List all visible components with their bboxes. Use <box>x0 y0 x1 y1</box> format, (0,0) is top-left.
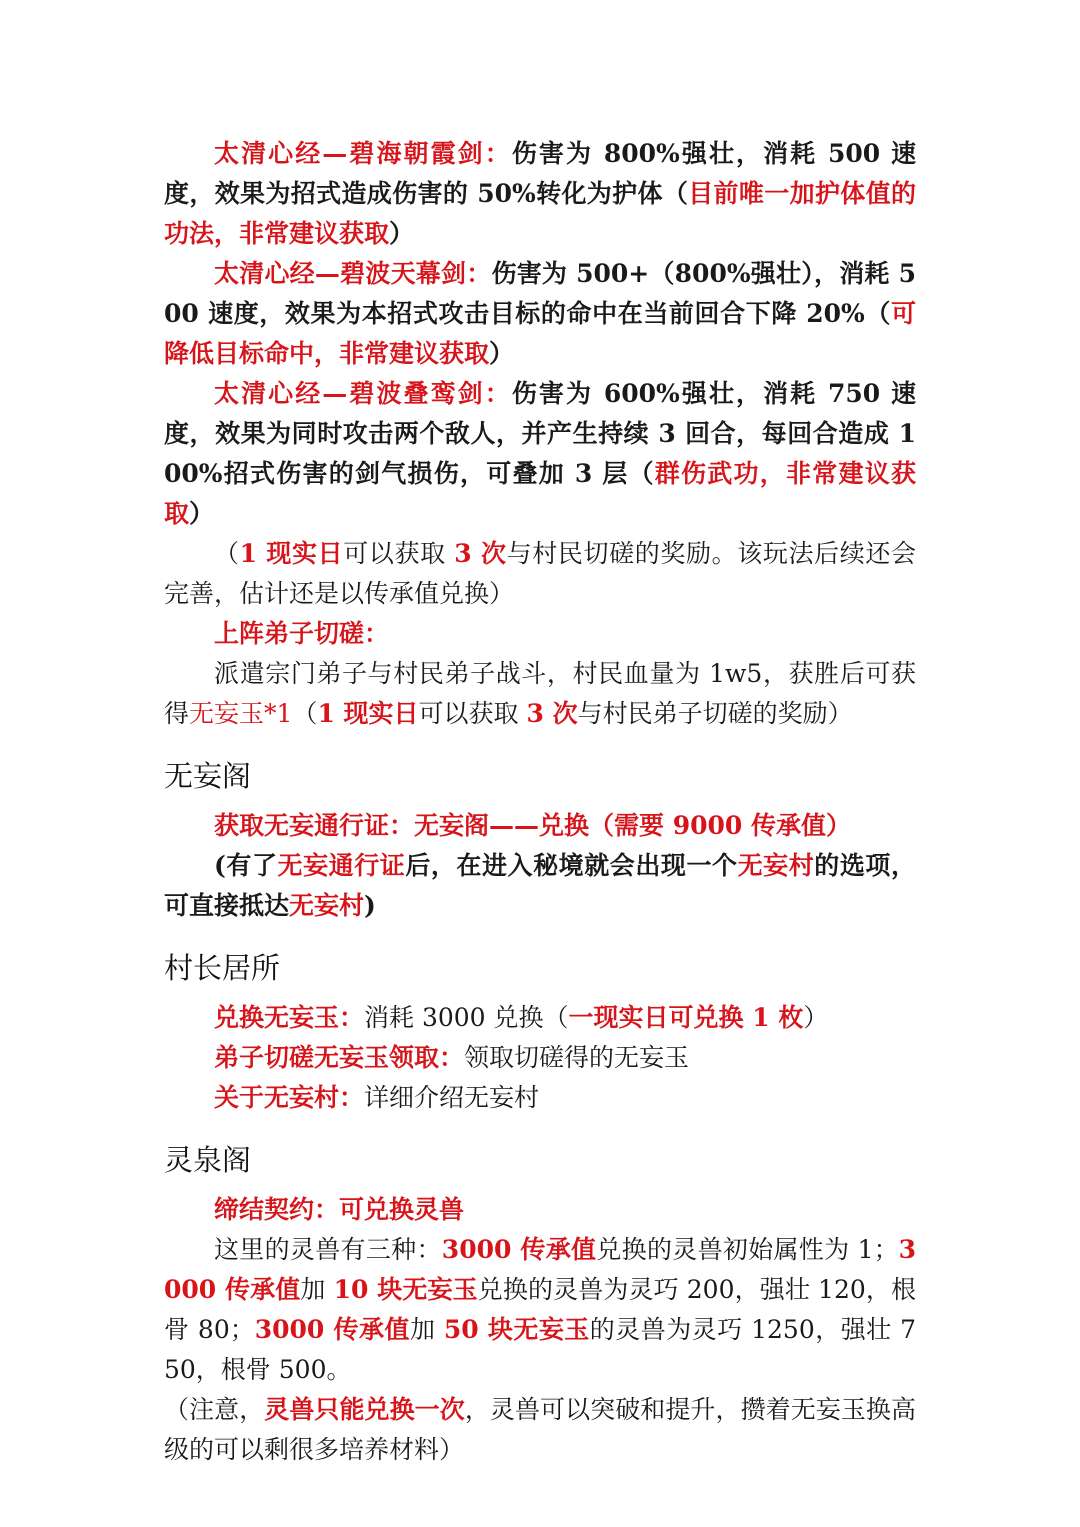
beast-text: 加 <box>409 1315 444 1344</box>
technique-paragraph-1 <box>164 134 916 254</box>
technique-end: ） <box>389 219 415 248</box>
section-heading-wuwangge: 无妄阁 <box>164 759 252 793</box>
technique-title: 太清心经—碧波叠鸾剑： <box>214 379 512 408</box>
beast-cost: 3000 传承值 <box>254 1315 410 1344</box>
spar-text: 派遣宗门弟子与村民弟子战斗，村民血量为 1w5，获胜后可获得 <box>164 659 916 728</box>
technique-title: 太清心经—碧波天幕剑： <box>214 259 492 288</box>
chief-item <box>164 1078 916 1118</box>
technique-tip: 可降低目标命中，非常建议获取 <box>164 299 916 368</box>
spar-text-3: 与村民弟子切磋的奖励） <box>577 699 853 728</box>
beast-text: 兑换的灵兽为灵巧 200，强壮 120，根骨 80； <box>164 1275 916 1344</box>
pass-acquire-line: 获取无妄通行证：无妄阁——兑换（需要 9000 传承值） <box>214 811 851 840</box>
chief-item-label: 弟子切磋无妄玉领取： <box>214 1043 465 1072</box>
technique-desc: 伤害为 600%强壮，消耗 750 速度，效果为同时攻击两个敌人，并产生持续 3 回合，每回合造成 100%招式伤害的剑气损伤，可叠加 3 层（ <box>164 379 916 488</box>
spacer <box>164 1180 916 1190</box>
village-name-2: 无妄村 <box>289 891 365 920</box>
spacer <box>164 734 916 756</box>
chief-item-text: 领取切磋得的无妄玉 <box>464 1043 690 1072</box>
spar-times: 3 次 <box>526 699 578 728</box>
spar-item: 无妄玉*1 <box>189 699 293 728</box>
beast-cost: 3000 传承值 <box>164 1235 916 1304</box>
reward-note-paragraph <box>164 534 916 614</box>
technique-end: ） <box>189 499 215 528</box>
beast-text: 加 <box>300 1275 334 1304</box>
document-content <box>164 134 916 1470</box>
note-times: 3 次 <box>454 539 507 568</box>
beast-text: 的灵兽为灵巧 1250，强壮 750，根骨 500。 <box>164 1315 916 1384</box>
spar-text-2: 可以获取 <box>418 699 527 728</box>
spacer <box>164 1118 916 1140</box>
pass-note-text-3: 的选项，可直接抵达 <box>164 851 916 920</box>
chief-item <box>164 998 916 1038</box>
technique-desc: 伤害为 800%强壮，消耗 500 速度，效果为招式造成伤害的 50%转化为护体（ <box>164 139 916 208</box>
pass-note-text: (有了 <box>214 851 278 880</box>
note-text-2: 与村民切磋的奖励。该玩法后续还会完善，估计还是以传承值兑换） <box>164 539 916 608</box>
chief-item-text: 详细介绍无妄村 <box>364 1083 540 1112</box>
section-heading-spirit-spring: 灵泉阁 <box>164 1143 252 1177</box>
chief-item-tip: 一现实日可兑换 1 枚 <box>568 1003 804 1032</box>
note-text: 可以获取 <box>343 539 455 568</box>
pass-note-paragraph <box>164 846 916 926</box>
chief-item-label: 兑换无妄玉： <box>214 1003 365 1032</box>
technique-tip: 群伤武功，非常建议获取 <box>164 459 916 528</box>
beast-cost: 50 块无妄玉 <box>443 1315 590 1344</box>
section-heading-village-chief: 村长居所 <box>164 951 281 985</box>
technique-tip: 目前唯一加护体值的功法，非常建议获取 <box>164 179 916 248</box>
village-name: 无妄村 <box>737 851 815 880</box>
pass-note-text-2: 后，在进入秘境就会出现一个 <box>405 851 738 880</box>
spar-day: 1 现实日 <box>317 699 419 728</box>
note-day: 1 现实日 <box>239 539 344 568</box>
chief-item <box>164 1038 916 1078</box>
pass-name: 无妄通行证 <box>277 851 406 880</box>
technique-end: ） <box>489 339 515 368</box>
contract-title: 缔结契约：可兑换灵兽 <box>214 1195 465 1224</box>
spar-open: （ <box>292 699 318 728</box>
pass-note-end: ) <box>364 891 376 920</box>
technique-desc: 伤害为 500+（800%强壮），消耗 500 速度，效果为本招式攻击目标的命中在当前回合下降 20%（ <box>164 259 916 328</box>
chief-item-label: 关于无妄村： <box>214 1083 365 1112</box>
disciple-spar-title: 上阵弟子切磋： <box>214 619 390 648</box>
beast-text: 兑换的灵兽初始属性为 1； <box>596 1235 899 1264</box>
beast-cost: 10 块无妄玉 <box>333 1275 478 1304</box>
disciple-spar-paragraph <box>164 654 916 734</box>
technique-title: 太清心经—碧海朝霞剑： <box>214 139 512 168</box>
warn-text: （注意， <box>164 1395 265 1424</box>
beast-cost: 3000 传承值 <box>441 1235 597 1264</box>
chief-item-end: ） <box>803 1003 829 1032</box>
technique-paragraph-2 <box>164 254 916 374</box>
spacer <box>164 796 916 806</box>
spacer <box>164 988 916 998</box>
spacer <box>164 926 916 948</box>
technique-paragraph-3 <box>164 374 916 534</box>
warn-text-2: ，灵兽可以突破和提升，攒着无妄玉换高级的可以剩很多培养材料） <box>164 1395 916 1464</box>
beast-warning-paragraph <box>164 1390 916 1470</box>
beast-paragraph <box>164 1230 916 1390</box>
warn-highlight: 灵兽只能兑换一次 <box>264 1395 465 1424</box>
beast-text: 这里的灵兽有三种： <box>214 1235 442 1264</box>
note-open: （ <box>214 539 240 568</box>
chief-item-text: 消耗 3000 兑换（ <box>364 1003 569 1032</box>
